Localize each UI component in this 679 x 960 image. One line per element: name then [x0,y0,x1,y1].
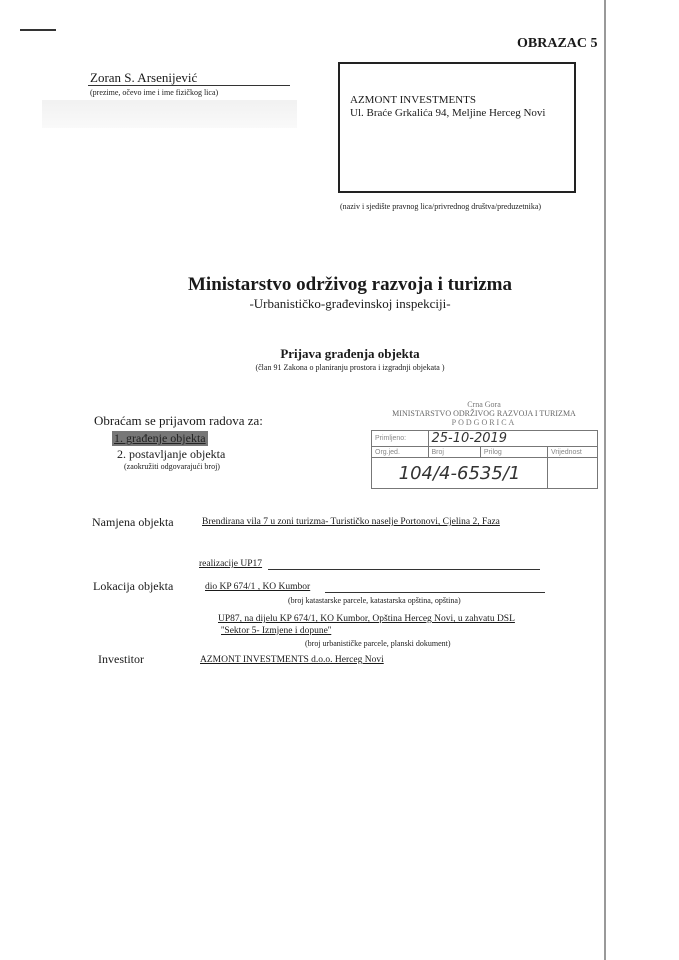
plan-value-1: UP87, na dijelu KP 674/1, KO Kumbor, Opština Herceg Novi, u zahvatu DSL [218,614,515,624]
redacted-area [42,100,297,128]
form-subtitle: (član 91 Zakona o planiranju prostora i izgradnji objekata ) [255,363,445,372]
location-label: Lokacija objekta [93,579,174,593]
location-fill-line [325,580,545,593]
ministry-subtitle: -Urbanističko-građevinskoj inspekciji- [249,296,451,311]
request-option-1: 1. građenje objekta [114,431,206,445]
company-name: AZMONT INVESTMENTS [350,94,476,106]
purpose-label: Namjena objekta [92,515,174,529]
purpose-value-2: realizacije UP17 [199,559,263,569]
form-code: OBRAZAC 5 [517,36,598,51]
applicant-line [88,85,290,86]
company-address: Ul. Braće Grkalića 94, Meljine Herceg Novi [350,107,546,119]
location-value: dio KP 674/1 , KO Kumbor [205,582,311,592]
scan-mark [20,29,56,31]
company-box [338,62,576,193]
form-title: Prijava građenja objekta [280,346,420,361]
plan-caption: (broj urbanističke parcele, planski dokument) [305,639,451,648]
location-caption: (broj katastarske parcele, katastarska opština, opština) [288,596,461,605]
request-option-2: 2. postavljanje objekta [117,447,226,461]
ministry-title: Ministarstvo održivog razvoja i turizma [188,274,512,295]
applicant-name: Zoran S. Arsenijević [90,70,198,85]
page-edge [604,0,606,960]
stamp-table: Primljeno: 25-10-2019 Org.jed. Broj Prilog Vrijednost 104/4-6535/1 [371,430,598,489]
plan-value-2: ''Sektor 5- Izmjene i dopune'' [221,626,332,636]
request-intro: Obraćam se prijavom radova za: [94,413,263,428]
purpose-value-1: Brendirana vila 7 u zoni turizma- Turističko naselje Portonovi, Cjelina 2, Faza [202,517,500,527]
investor-value: AZMONT INVESTMENTS d.o.o. Herceg Novi [200,655,384,665]
investor-label: Investitor [98,652,144,666]
request-caption: (zaokružiti odgovarajući broj) [124,462,220,471]
purpose-fill-line [268,557,540,570]
document-page: OBRAZAC 5 Zoran S. Arsenijević (prezime, očevo ime i ime fizičkog lica) AZMONT INVESTMENTS Ul. Braće Grkalića 94, Meljine Herceg Novi (naziv i sjedište pravnog lica/privrednog društva/preduzetnika) Ministarstvo održivog razvoja i turizma -Urbanističko-građevinskoj inspekciji- Prijava građenja objekta (član 91 Zakona o planiranju prostora i izgradnji objekata ) Obraćam se prijavom radova za: 1. građenje objekta 2. postavljanje objekta (zaokružiti odgovarajući broj) Crna Gora MINISTARSTVO ODRŽIVOG RAZVOJA I TURIZMA PODGORICA Primljeno: 25-10-2019 Org.jed. Broj Prilog Vrijednost 104/4-6535/1 Namjena objekta Brendirana vila 7 u zoni turizma- Turističko naselje Portonovi, Cjelina 2, Faza realizacije UP17 Lokacija objekta dio KP 674/1 , KO Kumbor (broj katastarske parcele, katastarska opština, opština) UP87, na dijelu KP 674/1, KO Kumbor, Opština Herceg Novi, u zahvatu DSL ''Sektor 5- Izmjene i dopune'' (broj urbanističke parcele, planski dokument) Investitor AZMONT INVESTMENTS d.o.o. Herceg Novi [0,0,679,960]
company-caption: (naziv i sjedište pravnog lica/privrednog društva/preduzetnika) [340,202,542,211]
applicant-caption: (prezime, očevo ime i ime fizičkog lica) [90,88,219,97]
